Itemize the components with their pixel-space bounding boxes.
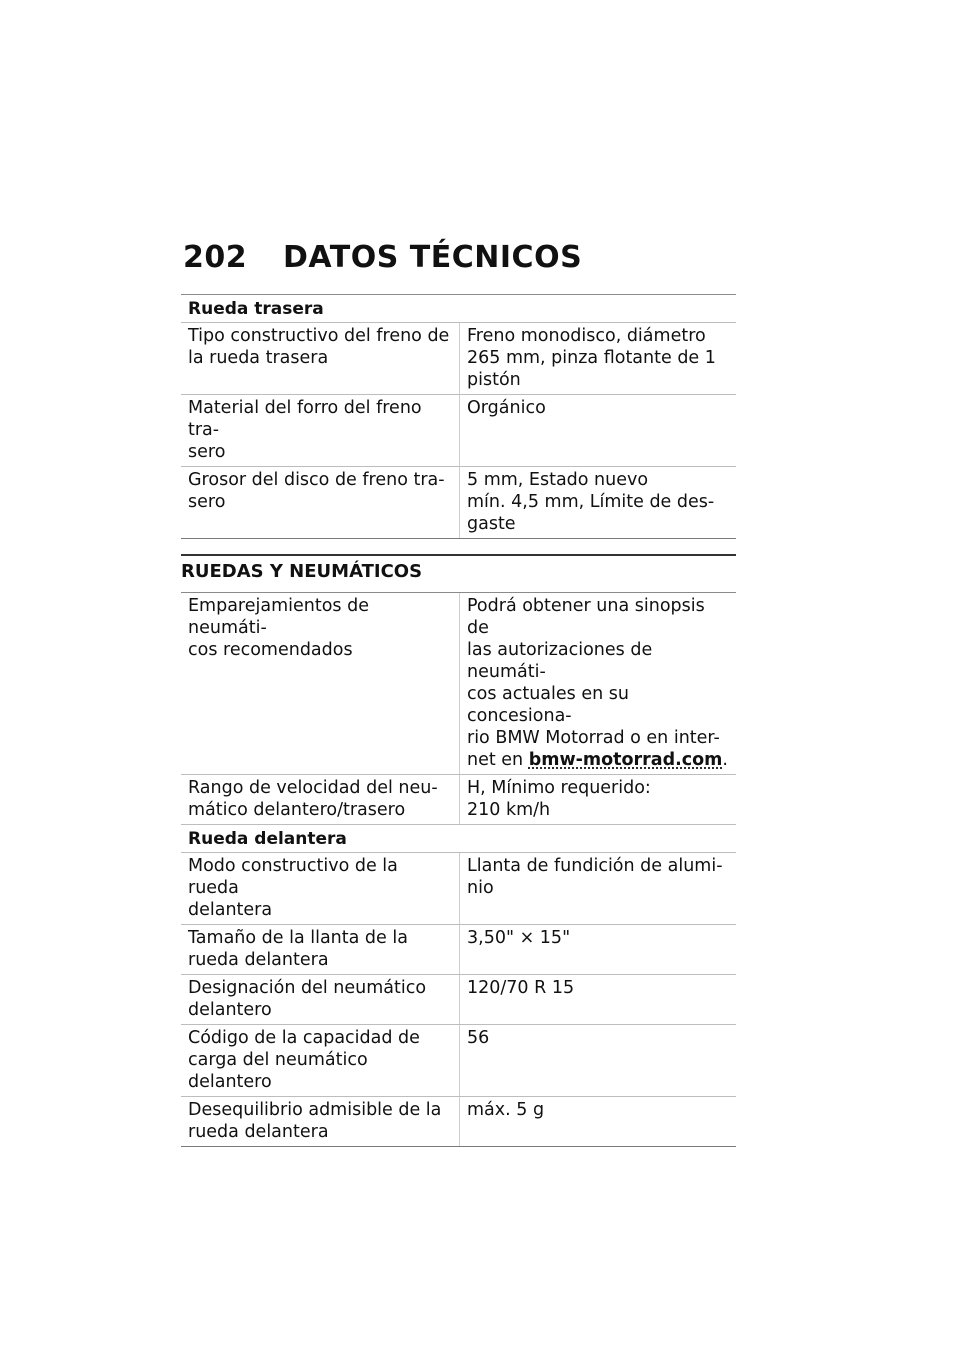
spec-value-text: Podrá obtener una sinopsis de las autorizaciones de neumáti- cos actuales en su concesiona- rio BMW Motorrad o en inter- net en [467, 596, 720, 770]
table-row [181, 323, 736, 395]
bmw-motorrad-link[interactable]: bmw-motorrad.com [528, 750, 723, 770]
spec-label: Grosor del disco de freno tra- sero [188, 470, 445, 512]
spec-label: Desequilibrio admisible de la rueda delantera [188, 1100, 442, 1142]
wheels-tires-table [181, 592, 736, 1147]
spec-label: Código de la capacidad de carga del neumático delantero [188, 1028, 420, 1092]
spec-value: Orgánico [459, 395, 736, 466]
spec-label: Material del forro del freno tra- sero [188, 398, 422, 462]
rear-wheel-subheading: Rueda trasera [181, 295, 736, 323]
spec-value-suffix: . [722, 750, 728, 770]
spec-label: Emparejamientos de neumáti- cos recomendados [188, 596, 369, 660]
table-row [181, 853, 736, 925]
table-row [181, 1025, 736, 1097]
table-row [181, 775, 736, 825]
spec-value: 120/70 R 15 [459, 975, 736, 1024]
spec-value: H, Mínimo requerido: 210 km/h [459, 775, 736, 824]
spec-value: máx. 5 g [459, 1097, 736, 1146]
front-wheel-subheading: Rueda delantera [181, 825, 736, 853]
table-row [181, 395, 736, 467]
spec-value: Llanta de fundición de alumi- nio [459, 853, 736, 924]
table-row [181, 925, 736, 975]
spec-value: 3,50" × 15" [459, 925, 736, 974]
spec-label: Modo constructivo de la rueda delantera [188, 856, 398, 920]
spec-label: Tamaño de la llanta de la rueda delantera [188, 928, 408, 970]
table-row [181, 1097, 736, 1147]
table-row [181, 467, 736, 539]
page-header [183, 240, 582, 275]
rear-wheel-table [181, 294, 736, 539]
page-number: 202 [183, 240, 248, 275]
spec-value: Freno monodisco, diámetro 265 mm, pinza flotante de 1 pistón [459, 323, 736, 394]
table-row [181, 975, 736, 1025]
spec-value: 56 [459, 1025, 736, 1096]
page-content [181, 294, 736, 1147]
spec-value: 5 mm, Estado nuevo mín. 4,5 mm, Límite de des- gaste [459, 467, 736, 538]
table-row [181, 593, 736, 775]
spec-value [459, 593, 736, 774]
spec-label: Rango de velocidad del neu- mático delantero/trasero [188, 778, 438, 820]
page-title: DATOS TÉCNICOS [283, 240, 583, 275]
spec-label: Tipo constructivo del freno de la rueda trasera [188, 326, 450, 368]
section-title-wheels-tires: RUEDAS Y NEUMÁTICOS [181, 554, 736, 592]
spec-label: Designación del neumático delantero [188, 978, 427, 1020]
